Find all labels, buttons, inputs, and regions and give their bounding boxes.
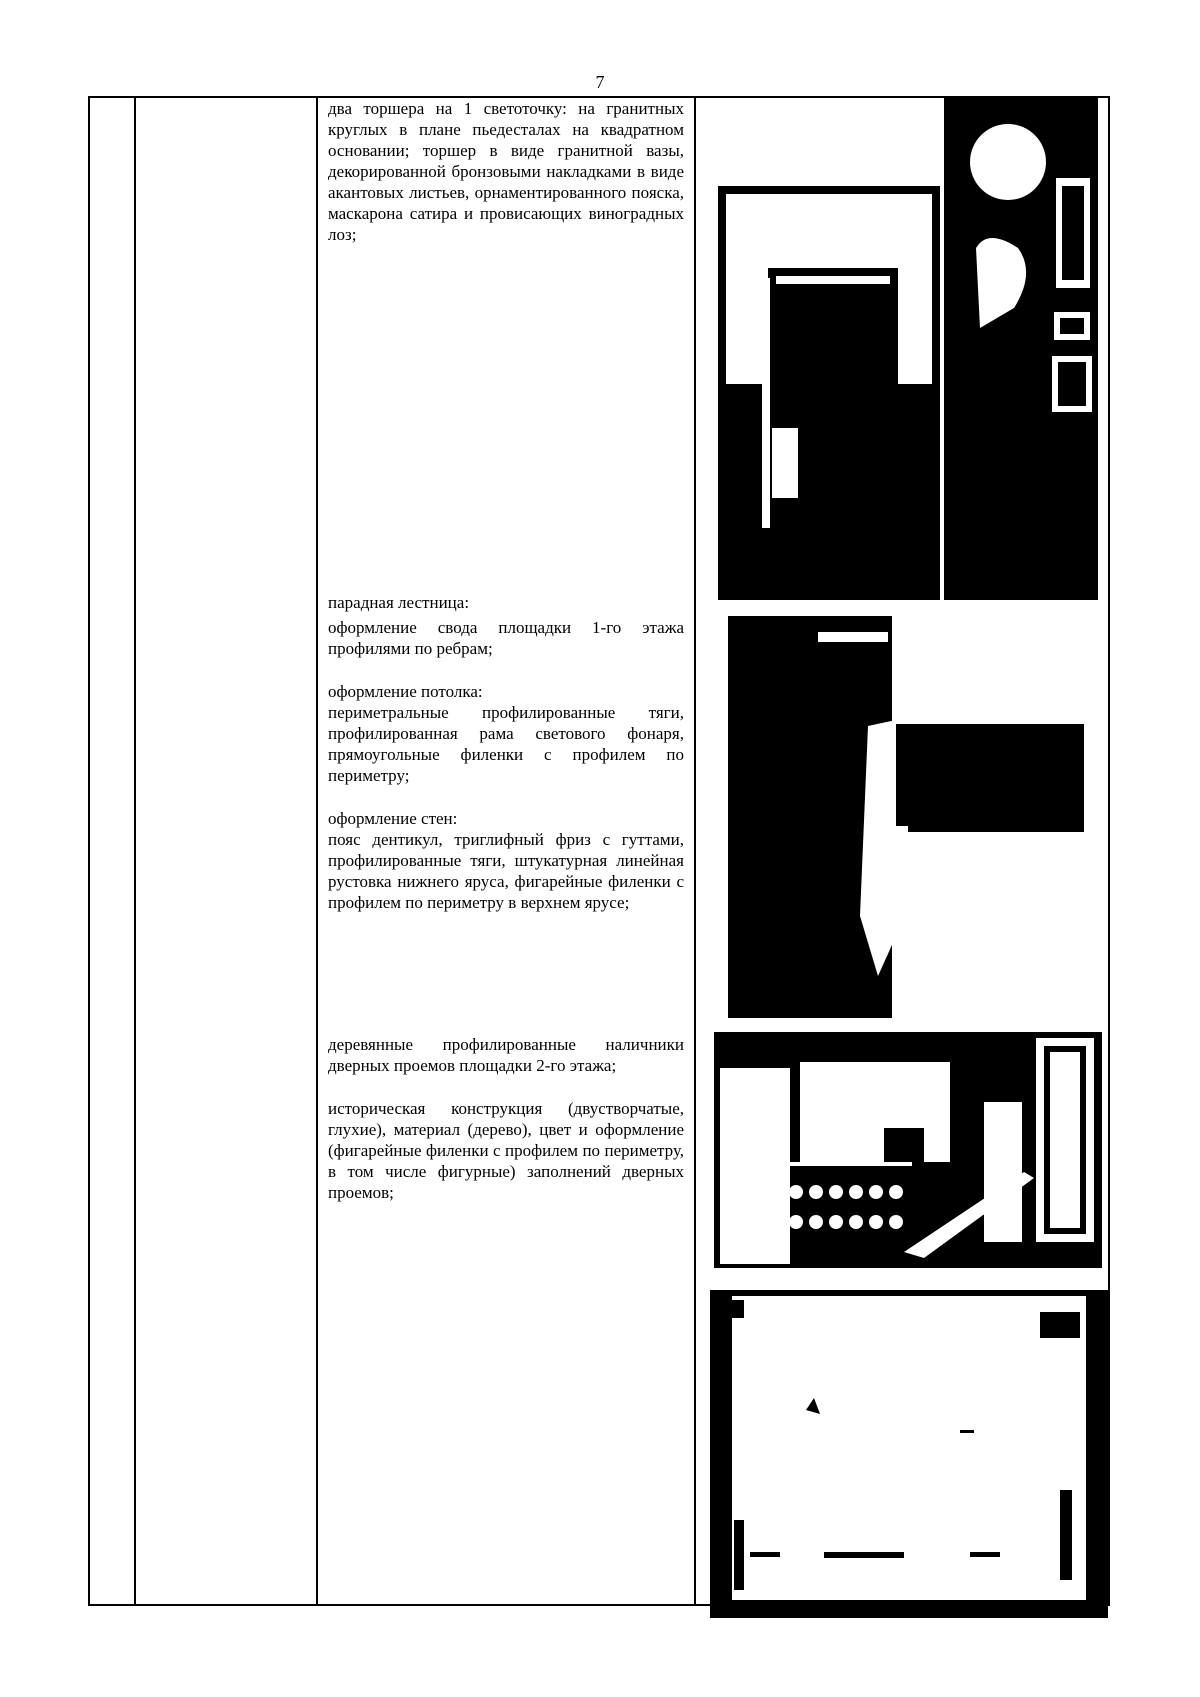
torchere-description xyxy=(328,98,684,245)
doors-description xyxy=(328,1034,684,1203)
torchere-photo xyxy=(718,98,1098,600)
ceiling-photo xyxy=(710,1290,1108,1618)
ceiling-heading: оформление потолка: xyxy=(328,682,483,701)
door-casings-text: деревянные профилированные наличники дверных проемов площадки 2-го этажа; xyxy=(328,1035,684,1075)
table-column-divider-3 xyxy=(694,96,696,1606)
page-number: 7 xyxy=(595,72,605,92)
staircase-vault: оформление свода площадки 1-го этажа профилями по ребрам; xyxy=(328,618,684,658)
ceiling-text: периметральные профилированные тяги, профилированная рама светового фонаря, прямоугольные филенки с профилем по периметру; xyxy=(328,703,684,785)
staircase-heading: парадная лестница: xyxy=(328,593,470,612)
upper-landing-doors-photo xyxy=(714,1032,1102,1268)
walls-text: пояс дентикул, триглифный фриз с гуттами, профилированные тяги, штукатурная линейная рустовка нижнего яруса, фигарейные филенки с профилем по периметру в верхнем ярусе; xyxy=(328,830,684,912)
walls-heading: оформление стен: xyxy=(328,809,458,828)
door-construction-text: историческая конструкция (двустворчатые, глухие), материал (дерево), цвет и оформление (фигарейные филенки с профилем по периметру, в том числе фигурные) заполнений дверных проемов; xyxy=(328,1099,684,1202)
torchere-text: два торшера на 1 светоточку: на гранитных круглых в плане пьедесталах на квадратном основании; торшер в виде гранитной вазы, декорированной бронзовыми накладками в виде акантовых листьев, орнаментированного пояска, маскарона сатира и провисающих виноградных лоз; xyxy=(328,99,684,244)
staircase-vault-photo xyxy=(728,616,1084,1018)
staircase-description xyxy=(328,592,684,913)
table-column-divider-1 xyxy=(134,96,136,1606)
table-column-divider-2 xyxy=(316,96,318,1606)
